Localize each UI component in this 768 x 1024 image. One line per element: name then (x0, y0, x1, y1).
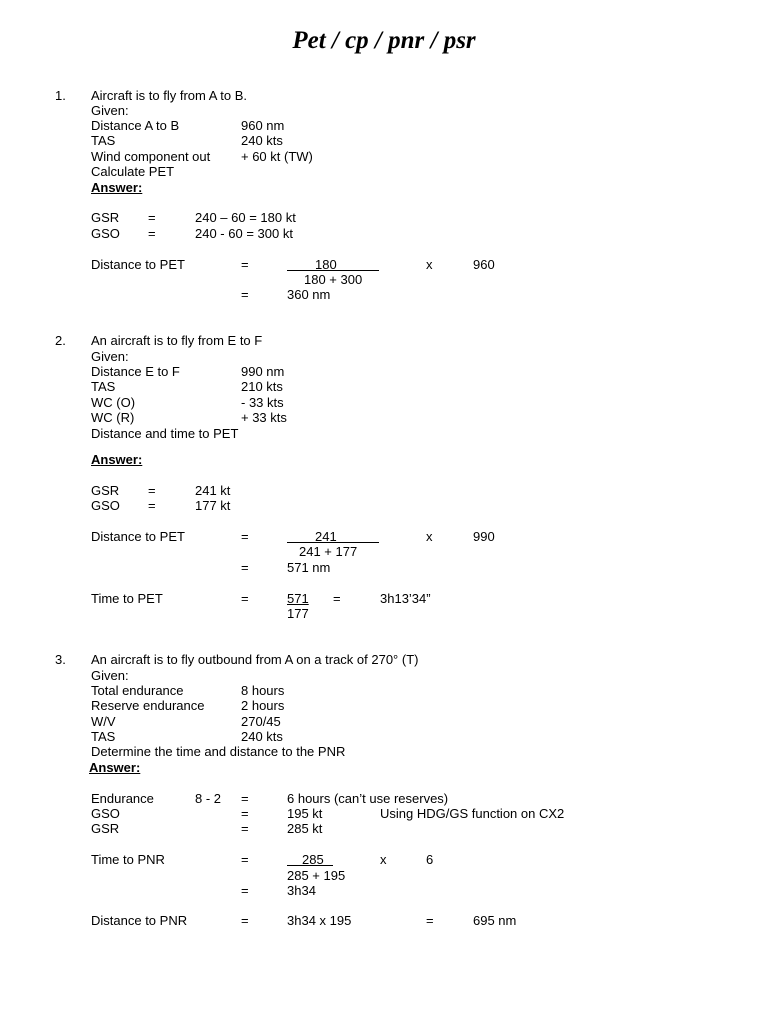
q3-distance-result: 695 nm (473, 913, 517, 928)
q1-gsr-label: GSR (91, 210, 120, 225)
q3-time-times: x (380, 852, 387, 867)
q1-given-label-1: TAS (91, 133, 116, 148)
q3-given-value-3: 240 kts (241, 729, 283, 744)
q2-given-value-1: 210 kts (241, 379, 283, 394)
q2-time-eq: = (241, 591, 249, 606)
q2-distance-times: x (426, 529, 433, 544)
q3-given-label-2: W/V (91, 714, 116, 729)
q2-intro: An aircraft is to fly from E to F (91, 333, 263, 348)
q3-gso-value: 195 kt (287, 806, 323, 821)
q2-given-label-1: TAS (91, 379, 116, 394)
q1-distance-factor: 960 (473, 257, 495, 272)
q2-distance-numerator: 241 (315, 529, 337, 544)
q2-task: Distance and time to PET (91, 426, 239, 441)
q2-time-denominator: 177 (287, 606, 309, 621)
q2-gso-value: 177 kt (195, 498, 231, 513)
q3-endurance-value: 6 hours (can’t use reserves) (287, 791, 449, 806)
q1-gso-eq: = (148, 226, 156, 241)
q3-gsr-value: 285 kt (287, 821, 323, 836)
q3-distance-calc: 3h34 x 195 (287, 913, 352, 928)
q2-time-eq2: = (333, 591, 341, 606)
q2-given-label-0: Distance E to F (91, 364, 180, 379)
q2-time-label: Time to PET (91, 591, 163, 606)
q1-gsr-eq: = (148, 210, 156, 225)
q3-time-fraction-line (287, 865, 333, 866)
q3-endurance-label: Endurance (91, 791, 154, 806)
q2-given-value-3: + 33 kts (241, 410, 287, 425)
q2-answer-label: Answer: (91, 452, 143, 467)
q1-given-label-2: Wind component out (91, 149, 211, 164)
q1-gsr-value: 240 – 60 = 180 kt (195, 210, 296, 225)
q1-given-label: Given: (91, 103, 129, 118)
q1-distance-eq2: = (241, 287, 249, 302)
q2-distance-factor: 990 (473, 529, 495, 544)
q2-distance-fraction-line (287, 542, 379, 543)
q1-distance-label: Distance to PET (91, 257, 185, 272)
q2-distance-eq2: = (241, 560, 249, 575)
q3-gsr-eq: = (241, 821, 249, 836)
q1-intro: Aircraft is to fly from A to B. (91, 88, 248, 103)
q1-gso-label: GSO (91, 226, 120, 241)
q1-task: Calculate PET (91, 164, 175, 179)
q2-distance-label: Distance to PET (91, 529, 185, 544)
q3-number: 3. (55, 652, 66, 667)
q1-distance-eq: = (241, 257, 249, 272)
q3-endurance-calc: 8 - 2 (195, 791, 222, 806)
q3-distance-eq2: = (426, 913, 434, 928)
page-title: Pet / cp / pnr / psr (292, 27, 476, 54)
q1-distance-numerator: 180 (315, 257, 337, 272)
q2-gso-eq: = (148, 498, 156, 513)
q3-time-eq2: = (241, 883, 249, 898)
q1-distance-times: x (426, 257, 433, 272)
q1-distance-denominator: 180 + 300 (304, 272, 363, 287)
q3-gsr-label: GSR (91, 821, 120, 836)
q1-distance-result: 360 nm (287, 287, 331, 302)
q3-given-value-1: 2 hours (241, 698, 285, 713)
q2-given-label-2: WC (O) (91, 395, 136, 410)
q2-time-result: 3h13’34” (380, 591, 431, 606)
q1-given-value-1: 240 kts (241, 133, 283, 148)
q3-given-value-0: 8 hours (241, 683, 285, 698)
q3-given-label-3: TAS (91, 729, 116, 744)
q1-number: 1. (55, 88, 66, 103)
q2-time-numerator: 571 (287, 591, 309, 606)
q1-gso-value: 240 - 60 = 300 kt (195, 226, 293, 241)
q3-given-value-2: 270/45 (241, 714, 281, 729)
q1-answer-label: Answer: (91, 180, 143, 195)
q1-given-value-0: 960 nm (241, 118, 285, 133)
q2-distance-eq: = (241, 529, 249, 544)
q2-given-value-0: 990 nm (241, 364, 285, 379)
q3-time-numerator: 285 (302, 852, 324, 867)
q3-distance-eq: = (241, 913, 249, 928)
q3-gso-note: Using HDG/GS function on CX2 (380, 806, 565, 821)
q2-distance-denominator: 241 + 177 (299, 544, 358, 559)
q3-time-denominator: 285 + 195 (287, 868, 346, 883)
q1-given-label-0: Distance A to B (91, 118, 180, 133)
q2-given-label: Given: (91, 349, 129, 364)
q2-gsr-eq: = (148, 483, 156, 498)
q3-time-factor: 6 (426, 852, 434, 867)
q3-time-label: Time to PNR (91, 852, 165, 867)
q3-task: Determine the time and distance to the PNR (91, 744, 346, 759)
q2-number: 2. (55, 333, 66, 348)
q2-distance-result: 571 nm (287, 560, 331, 575)
q2-gsr-label: GSR (91, 483, 120, 498)
q3-given-label-1: Reserve endurance (91, 698, 205, 713)
q3-time-result: 3h34 (287, 883, 316, 898)
q3-gso-eq: = (241, 806, 249, 821)
q1-fraction-line (287, 270, 379, 271)
q3-time-eq: = (241, 852, 249, 867)
q3-answer-label: Answer: (89, 760, 141, 775)
q3-given-label-0: Total endurance (91, 683, 184, 698)
q3-endurance-eq: = (241, 791, 249, 806)
q2-given-label-3: WC (R) (91, 410, 135, 425)
q3-intro: An aircraft is to fly outbound from A on a track of 270° (T) (91, 652, 419, 667)
q3-gso-label: GSO (91, 806, 120, 821)
q3-distance-label: Distance to PNR (91, 913, 188, 928)
q3-given-label: Given: (91, 668, 129, 683)
q1-given-value-2: + 60 kt (TW) (241, 149, 313, 164)
q2-given-value-2: - 33 kts (241, 395, 284, 410)
q2-gsr-value: 241 kt (195, 483, 231, 498)
q2-gso-label: GSO (91, 498, 120, 513)
